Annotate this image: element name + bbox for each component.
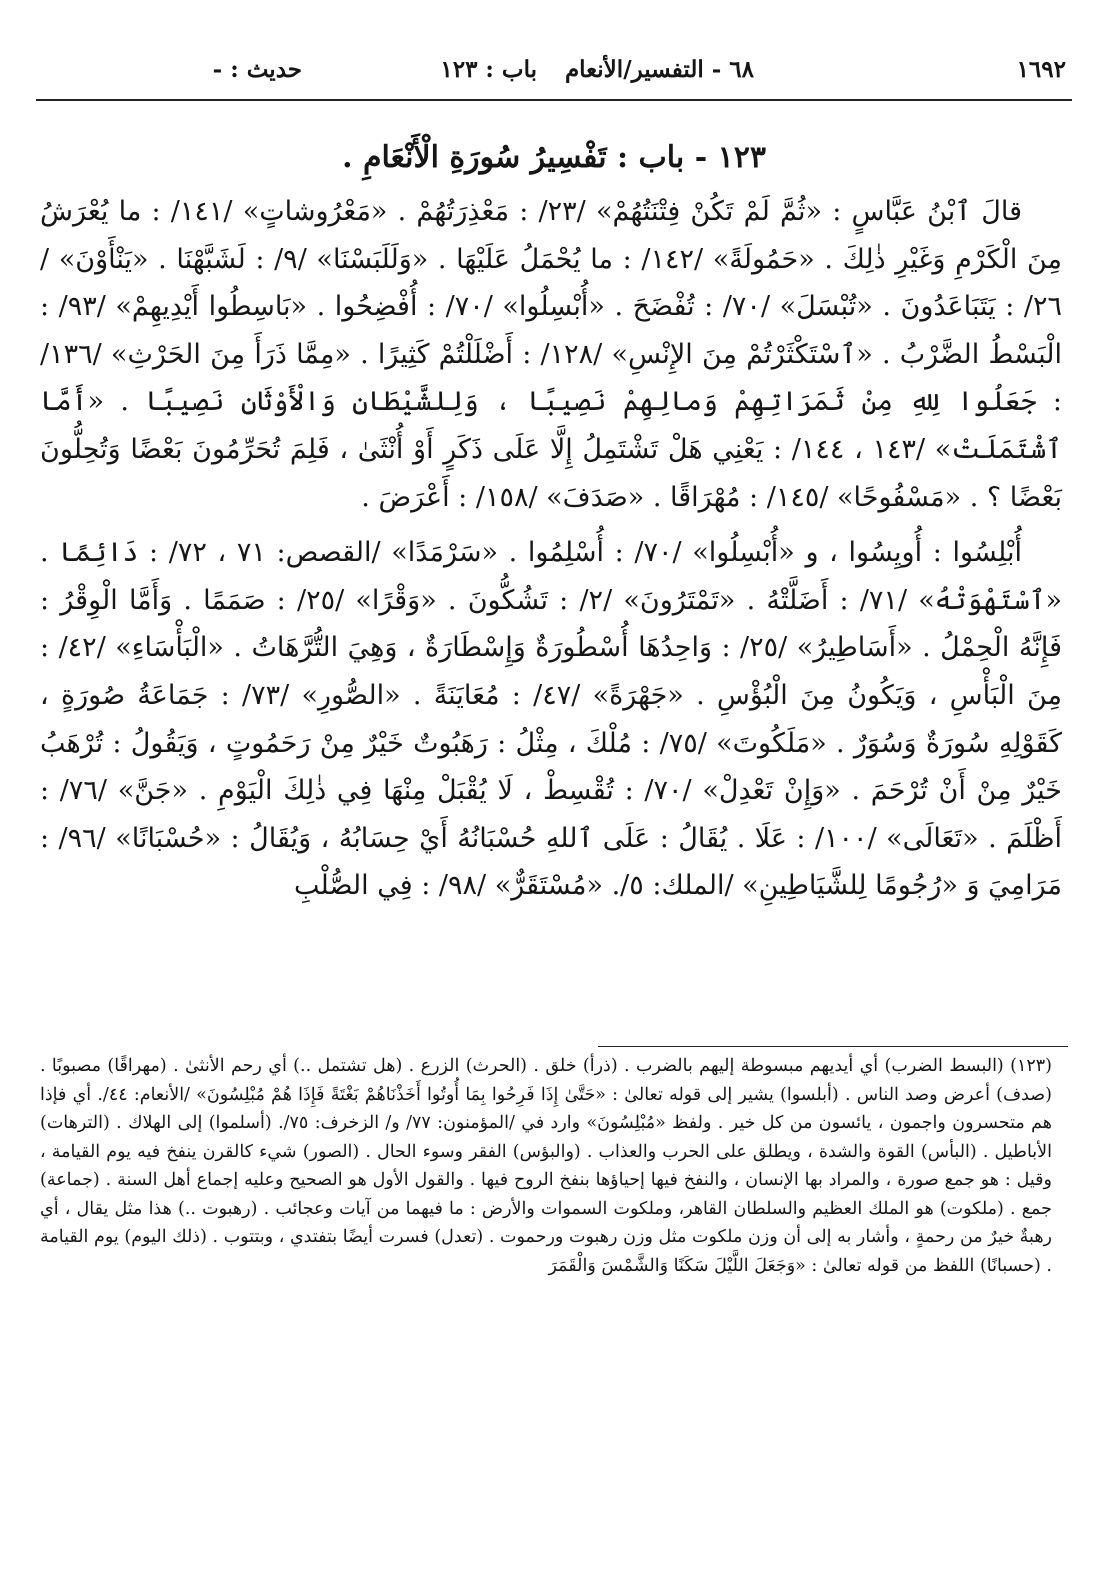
footnote-divider [598, 1046, 1068, 1047]
hadith-reference: حديث : - [212, 56, 302, 83]
main-paragraph: قالَ ٱبْنُ عَبَّاسٍ : «ثُمَّ لَمْ تَكُنْ فِتْنَتُهُمْ» /٢٣/ : مَعْذِرَتُهُمْ . «مَعْرُوشاتٍ» /١٤١/ : ما يُعْرَشُ مِنَ الْكَرْمِ وَغَيْرِ ذٰلِكَ . «حَمُولَةً» /١٤٢/ : ما يُحْمَلُ عَلَيْهَا . «وَلَلَبَسْنَا» /٩/ : لَشَبَّهْنَا . «يَنْأَوْنَ» /٢٦/ : يَتَبَاعَدُونَ . «تُبْسَلَ» /٧٠/ : تُفْضَحَ . «أُبْسِلُوا» /٧٠/ : أُفْضِحُوا . «بَاسِطُوا أَيْدِيهِمْ» /٩٣/ : الْبَسْطُ الضَّرْبُ . «ٱسْتَكْثَرْتُمْ مِنَ الإِنْسِ» /١٢٨/ : أَضْلَلْتُمْ كَثِيرًا . «مِمَّا ذَرَأَ مِنَ الحَرْثِ» /١٣٦/ : جَعَلُوا لِلهِ مِنْ ثَمَرَاتِهِمْ وَمالِهِمْ نَصِيبًا ، وَلِلشَّيْطَانِ وَالْأَوْثَانِ نَصِيبًا . «أَمَّا ٱشْتَمَلَتْ» /١٤٣ ، ١٤٤/ : يَعْنِي هَلْ تَشْتَمِلُ إِلَّا عَلَى ذَكَرٍ أَوْ أُنْثَىٰ ، فَلِمَ تُحَرِّمُونَ بَعْضًا وَتُحِلُّونَ بَعْضًا ؟ . «مَسْفُوحًا» /١٤٥/ : مُهْرَاقًا . «صَدَفَ» /١٥٨/ : أَعْرَضَ . [40, 196, 1063, 513]
header-divider [36, 99, 1072, 101]
section-title: ٦٨ - التفسير/الأنعام [564, 56, 754, 83]
running-header [38, 50, 1072, 94]
main-text [40, 188, 1062, 910]
chapter-reference: باب : ١٢٣ [440, 56, 537, 83]
main-paragraph: أُبْلِسُوا : أُويِسُوا ، و «أُبْسِلُوا» /٧٠/ : أُسْلِمُوا . «سَرْمَدًا» /القصص: ٧١ ، ٧٢/ : دَائِمًا . «ٱسْتَهْوَتْهُ» /٧١/ : أَضَلَّتْهُ . «تَمْتَرُونَ» /٢/ : تَشُكُّونَ . «وَقْرًا» /٢٥/ : صَمَمًا . وَأَمَّا الْوِقْرُ : فَإِنَّهُ الْحِمْلُ . «أَسَاطِيرُ» /٢٥/ : وَاحِدُهَا أُسْطُورَةٌ وَإِسْطَارَةٌ ، وَهِيَ التُّرَّهَاتُ . «الْبَأْسَاءِ» /٤٢/ : مِنَ الْبَأْسِ ، وَيَكُونُ مِنَ الْبُؤْسِ . «جَهْرَةً» /٤٧/ : مُعَايَنَةً . «الصُّورِ» /٧٣/ : جَمَاعَةُ صُورَةٍ ، كَقَوْلِهِ سُورَةٌ وَسُوَرٌ . «مَلَكُوتَ» /٧٥/ : مُلْكَ ، مِثْلُ : رَهَبُوتٌ خَيْرٌ مِنْ رَحَمُوتٍ ، وَيَقُولُ : تُرْهَبُ خَيْرٌ مِنْ أَنْ تُرْحَمَ . «وَإِنْ تَعْدِلْ» /٧٠/ : تُقْسِطْ ، لَا يُقْبَلْ مِنْهَا فِي ذٰلِكَ الْيَوْمِ . «جَنَّ» /٧٦/ : أَظْلَمَ . «تَعَالَى» /١٠٠/ : عَلَا . يُقَالُ : عَلَى ٱللهِ حُسْبَانُهُ أَيْ حِسَابُهُ ، وَيُقَالُ : «حُسْبَانًا» /٩٦/ : مَرَامِيَ وَ «رُجُومًا لِلشَّيَاطِينِ» /الملك: ٥/. «مُسْتَقَرٌّ» /٩٨/ : فِي الصُّلْبِ [40, 537, 1062, 902]
page-number: ١٦٩٢ [1016, 56, 1066, 83]
footnotes [40, 1052, 1052, 1280]
footnote-text: (١٢٣) (البسط الضرب) أي أيديهم مبسوطة إليهم بالضرب . (ذرأ) خلق . (الحرث) الزرع . (هل تشتمل ..) أي رحم الأنثىٰ . (مهراقًا) مصبوبًا . (صدف) أعرض وصد الناس . (أبلسوا) يشير إلى قوله تعالىٰ : «حَتَّىٰ إِذَا فَرِحُوا بِمَا أُوتُوا أَخَذْنَاهُمْ بَغْتَةً فَإِذَا هُمْ مُبْلِسُونَ» /الأنعام: ٤٤/. أي فإذا هم متحسرون واجمون ، يائسون من كل خير . ولفظ «مُبْلِسُونَ» وارد في /المؤمنون: ٧٧/ و/ الزخرف: ٧٥/. (أسلموا) إلى الهلاك . (الترهات) الأباطيل . (البأس) القوة والشدة ، ويطلق على الحرب والعذاب . (والبؤس) الفقر وسوء الحال . (الصور) شيء كالقرن ينفخ فيه يوم القيامة ، وقيل : هو جمع صورة ، والمراد بها الإنسان ، والنفخ فيها إحياؤها بنفخ الروح فيها . والقول الأول هو الصحيح وعليه إجماع أهل السنة . (جماعة) جمع . (ملكوت) هو الملك العظيم والسلطان القاهر، وملكوت السموات والأرض : ما فيهما من آيات وعجائب . (رهبوت ..) هذا مثل يقال ، أي رهبةٌ خيرٌ من رحمةٍ ، وأشار به إلى أن وزن ملكوت مثل وزن رهبوت ورحموت . (تعدل) فسرت أيضًا بتفتدي ، وبتتوب . (ذلك اليوم) يوم القيامة . (حسبانًا) اللفظ من قوله تعالىٰ : «وَجَعَلَ اللَّيْلَ سَكَنًا وَالشَّمْسَ وَالْقَمَرَ [40, 1056, 1053, 1276]
chapter-title: ١٢٣ - باب : تَفْسِيرُ سُورَةِ الْأَنْعَامِ . [342, 140, 766, 175]
